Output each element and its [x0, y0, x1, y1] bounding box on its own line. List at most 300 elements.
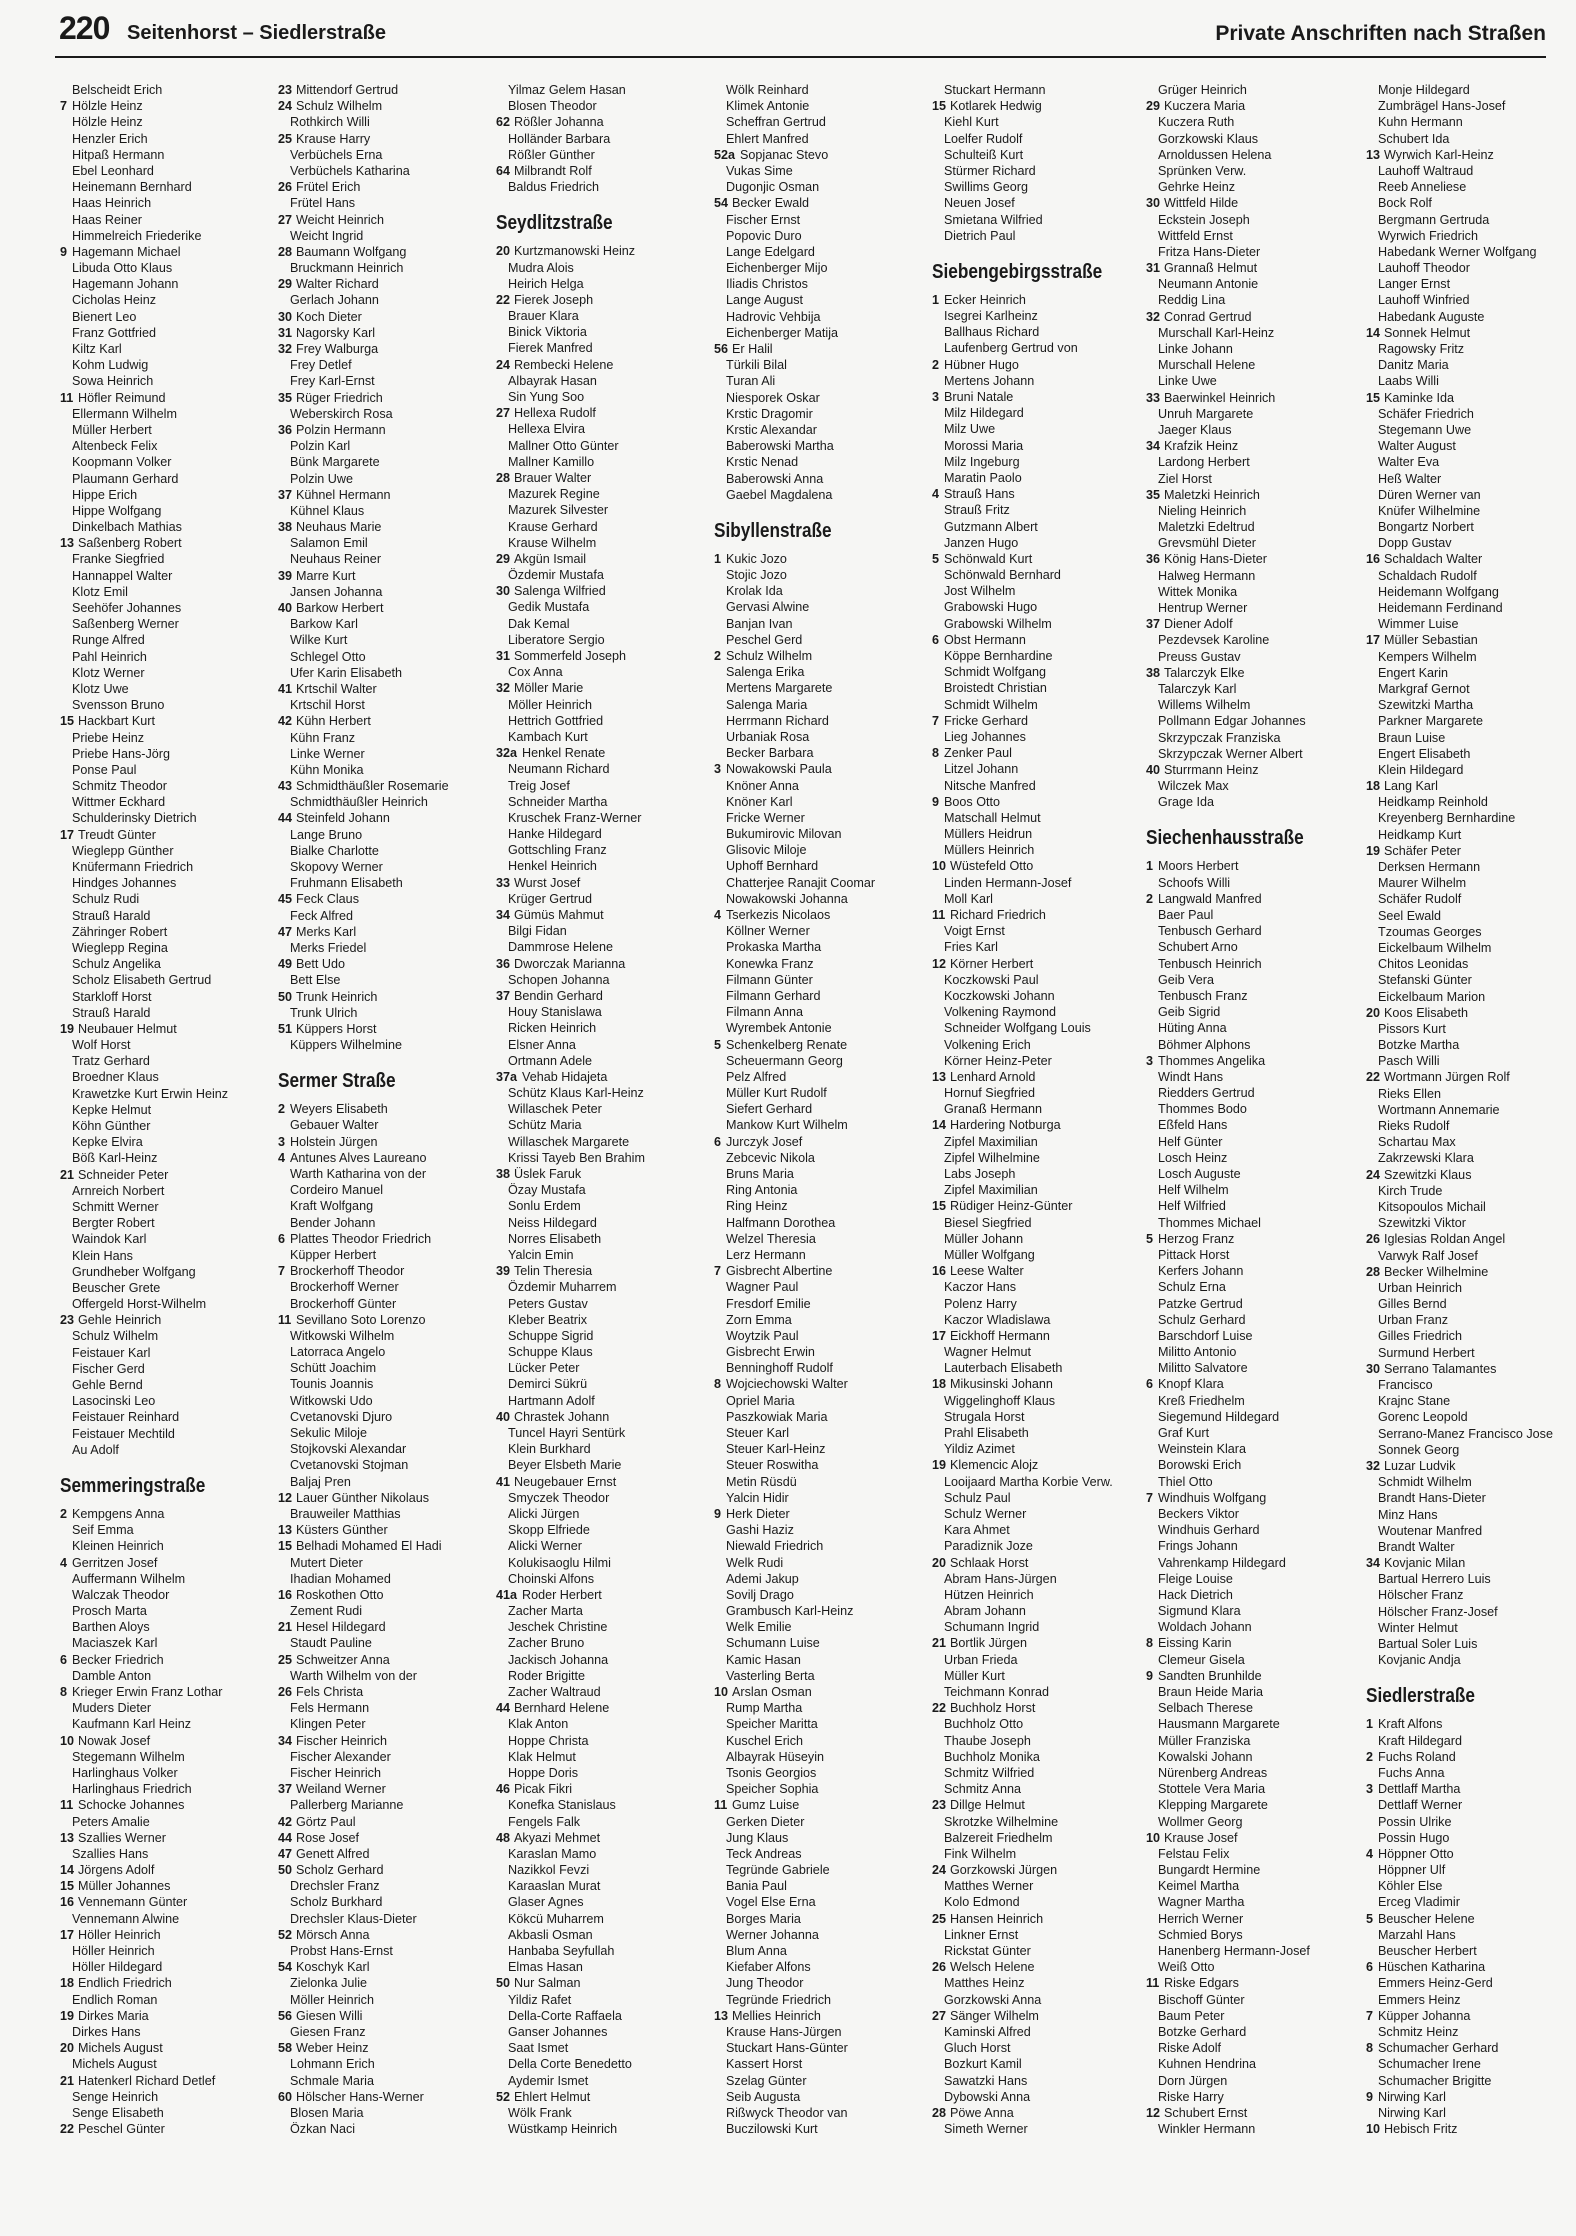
resident-entry [714, 1490, 924, 1506]
resident-entry [1146, 341, 1356, 357]
resident-name: Schmidt Wolfgang [944, 665, 1046, 680]
house-number [1146, 1279, 1158, 1295]
resident-entry [1366, 179, 1576, 195]
resident-name: Ehlert Manfred [726, 131, 809, 146]
house-number [496, 761, 508, 777]
house-number [1146, 147, 1158, 163]
house-number [278, 114, 290, 130]
resident-name: Sturrmann Heinz [1164, 762, 1259, 777]
resident-entry [1366, 487, 1576, 503]
resident-name: Iglesias Roldan Angel [1384, 1232, 1506, 1247]
resident-name: Linke Werner [290, 746, 365, 761]
resident-entry [278, 1603, 488, 1619]
house-number [60, 163, 72, 179]
resident-name: Jost Wilhelm [944, 584, 1016, 599]
resident-name: Linke Uwe [1158, 374, 1217, 389]
house-number [714, 778, 726, 794]
resident-name: Wittfeld Ernst [1158, 228, 1233, 243]
resident-name: Tenbusch Heinrich [1158, 956, 1262, 971]
resident-entry [932, 292, 1142, 308]
resident-entry [496, 1263, 706, 1279]
house-number: 6 [932, 632, 940, 647]
resident-entry [1366, 2056, 1576, 2072]
resident-entry [1366, 1345, 1576, 1361]
resident-name: Holstein Jürgen [290, 1134, 378, 1149]
house-number [278, 908, 290, 924]
house-number [278, 503, 290, 519]
resident-name: Krtschil Horst [290, 698, 365, 713]
resident-entry [60, 454, 270, 470]
resident-entry [278, 875, 488, 891]
resident-entry [496, 2105, 706, 2121]
resident-name: Schäfer Rudolf [1378, 892, 1462, 907]
house-number [1366, 1943, 1378, 1959]
house-number [714, 454, 726, 470]
house-number [278, 1425, 290, 1441]
resident-name: Schmidthäußler Rosemarie [296, 779, 449, 794]
house-number [60, 956, 72, 972]
house-number [932, 1943, 944, 1959]
resident-name: Koczkowski Paul [944, 972, 1039, 987]
house-number: 8 [714, 1377, 722, 1392]
resident-name: Volkening Raymond [944, 1005, 1057, 1020]
resident-name: Siegemund Hildegard [1158, 1409, 1280, 1424]
resident-name: Knüfermann Friedrich [72, 860, 194, 874]
house-number [60, 1248, 72, 1264]
resident-name: Mallner Kamillo [508, 454, 595, 469]
resident-name: Uphoff Bernhard [726, 859, 819, 874]
house-number [60, 1361, 72, 1377]
resident-entry [496, 2089, 706, 2105]
resident-entry [60, 1555, 270, 1571]
resident-name: Niewald Friedrich [726, 1539, 824, 1554]
house-number [1366, 1539, 1378, 1555]
resident-name: Brockerhoff Theodor [290, 1264, 405, 1279]
resident-entry [278, 1101, 488, 1117]
resident-name: Plaumann Gerhard [72, 471, 179, 486]
resident-name: Fischer Ernst [726, 212, 801, 227]
house-number [714, 390, 726, 406]
house-number [714, 276, 726, 292]
house-number: 23 [932, 1798, 947, 1813]
resident-name: Wilczek Max [1158, 779, 1229, 794]
house-number [714, 1927, 726, 1943]
resident-entry [1366, 1571, 1576, 1587]
resident-name: Gutzmann Albert [944, 519, 1038, 534]
resident-name: Bendin Gerhard [514, 988, 603, 1003]
resident-entry [496, 276, 706, 292]
resident-name: Hatenkerl Richard Detlef [78, 2073, 216, 2088]
house-number [932, 1020, 944, 1036]
resident-name: Klein Hans [72, 1248, 133, 1263]
resident-name: Hölzle Heinz [72, 99, 143, 114]
resident-entry [932, 939, 1142, 955]
resident-entry [496, 858, 706, 874]
resident-entry [932, 1150, 1142, 1166]
resident-entry [932, 1878, 1142, 1894]
resident-entry [932, 212, 1142, 228]
resident-name: Lardong Herbert [1158, 455, 1250, 470]
resident-name: Krüger Gertrud [508, 891, 592, 906]
resident-name: Gaebel Magdalena [726, 487, 833, 502]
resident-entry [278, 1360, 488, 1376]
house-number [496, 1279, 508, 1295]
house-number [1146, 2121, 1158, 2137]
house-number [932, 2024, 944, 2040]
house-number: 11 [60, 390, 74, 405]
resident-entry [1366, 1911, 1576, 1927]
house-number: 3 [932, 390, 940, 404]
house-number [1366, 616, 1378, 632]
resident-entry [496, 826, 706, 842]
resident-name: Hoppe Doris [508, 1765, 578, 1780]
resident-entry [1366, 1150, 1576, 1166]
house-number [932, 1587, 944, 1603]
resident-entry [278, 649, 488, 665]
resident-entry [278, 1733, 488, 1749]
house-number: 47 [278, 1846, 293, 1861]
resident-entry [496, 664, 706, 680]
resident-entry [714, 1733, 924, 1749]
resident-name: Peters Gustav [508, 1296, 588, 1311]
resident-name: Isegrei Karlheinz [944, 309, 1038, 324]
resident-entry [496, 519, 706, 535]
resident-name: Witkowski Udo [290, 1393, 373, 1408]
resident-name: Milz Uwe [944, 422, 996, 437]
house-number [496, 1150, 508, 1166]
resident-entry [1146, 1296, 1356, 1312]
resident-entry [1146, 1279, 1356, 1295]
house-number [496, 82, 508, 98]
resident-name: Saat Ismet [508, 2041, 569, 2056]
house-number: 7 [60, 99, 68, 114]
resident-entry [60, 487, 270, 503]
resident-name: Militto Antonio [1158, 1345, 1237, 1360]
house-number [714, 1862, 726, 1878]
resident-name: Welk Emilie [726, 1620, 792, 1635]
house-number: 38 [496, 1167, 511, 1181]
resident-name: Zumbrägel Hans-Josef [1378, 99, 1506, 114]
resident-name: Lange August [726, 293, 804, 308]
resident-name: Kraft Wolfgang [290, 1199, 374, 1214]
resident-entry [1366, 471, 1576, 487]
resident-name: Strugala Horst [944, 1409, 1025, 1424]
resident-name: Skrzypczak Franziska [1158, 730, 1281, 745]
house-number [60, 810, 72, 826]
resident-name: Militto Salvatore [1158, 1361, 1248, 1376]
resident-entry [1366, 1862, 1576, 1878]
resident-entry [1146, 1878, 1356, 1894]
resident-name: Kempers Wilhelm [1378, 649, 1477, 664]
resident-name: Sovilj Drago [726, 1587, 794, 1602]
house-number [714, 697, 726, 713]
house-number: 22 [1366, 1070, 1381, 1085]
house-number: 31 [496, 649, 511, 663]
resident-name: Tegründe Gabriele [726, 1863, 830, 1878]
house-number [60, 341, 72, 357]
resident-entry [1366, 422, 1576, 438]
resident-entry [496, 567, 706, 583]
house-number [932, 1231, 944, 1247]
house-number [60, 891, 72, 907]
house-number: 19 [932, 1458, 947, 1473]
house-number [932, 114, 944, 130]
house-number: 44 [278, 1830, 293, 1845]
house-number [714, 373, 726, 389]
resident-entry [932, 1296, 1142, 1312]
resident-name: Dettlaff Martha [1378, 1782, 1461, 1797]
house-number: 50 [278, 1863, 293, 1878]
house-number: 37 [278, 1782, 293, 1797]
house-number: 13 [278, 1523, 293, 1538]
resident-name: Bett Udo [296, 957, 346, 972]
house-number: 33 [496, 875, 511, 890]
resident-entry [932, 697, 1142, 713]
resident-entry [1146, 697, 1356, 713]
house-number [1146, 1716, 1158, 1732]
house-number [932, 1619, 944, 1635]
resident-name: Yildiz Azimet [944, 1442, 1015, 1457]
resident-name: Hanenberg Hermann-Josef [1158, 1944, 1310, 1958]
resident-name: Belscheidt Erich [72, 83, 163, 97]
resident-name: Thaube Joseph [944, 1733, 1031, 1748]
house-number [1366, 1118, 1378, 1134]
house-number [714, 1409, 726, 1425]
resident-entry [714, 1846, 924, 1862]
resident-entry [932, 1635, 1142, 1651]
house-number: 62 [496, 115, 511, 130]
resident-name: Jackisch Johanna [508, 1652, 609, 1667]
resident-name: Preuss Gustav [1158, 649, 1241, 664]
house-number [60, 1134, 72, 1150]
resident-entry [496, 1490, 706, 1506]
resident-name: Buczilowski Kurt [726, 2122, 818, 2137]
resident-entry [60, 1328, 270, 1344]
resident-name: Lauer Günther Nikolaus [296, 1490, 430, 1505]
house-number [60, 1943, 72, 1959]
resident-name: Laufenberg Gertrud von [944, 341, 1078, 356]
resident-name: Reddig Lina [1158, 293, 1226, 308]
resident-name: Zähringer Robert [72, 924, 168, 939]
resident-entry [714, 1296, 924, 1312]
resident-entry [60, 131, 270, 147]
house-number [714, 1312, 726, 1328]
house-number [1146, 1312, 1158, 1328]
resident-name: Willaschek Peter [508, 1102, 602, 1117]
resident-name: Schneider Wolfgang Louis [944, 1021, 1091, 1036]
resident-entry [714, 325, 924, 341]
resident-name: Sonnek Georg [1378, 1442, 1460, 1457]
resident-entry [1366, 373, 1576, 389]
house-number [932, 228, 944, 244]
resident-name: Sänger Wilhelm [950, 2008, 1039, 2023]
resident-name: Sowa Heinrich [72, 374, 154, 389]
resident-entry [60, 2040, 270, 2056]
house-number [1366, 1409, 1378, 1425]
resident-entry [1366, 972, 1576, 988]
house-number [1146, 1555, 1158, 1571]
resident-name: Dybowski Anna [944, 2089, 1031, 2104]
resident-name: Ganser Johannes [508, 2024, 608, 2039]
house-number [714, 1490, 726, 1506]
house-number [1366, 260, 1378, 276]
resident-name: Karaaslan Murat [508, 1879, 601, 1894]
resident-entry [60, 1894, 270, 1910]
resident-entry [60, 1377, 270, 1393]
resident-name: Kaufmann Karl Heinz [72, 1717, 192, 1732]
resident-name: Ademi Jakup [726, 1571, 799, 1586]
resident-name: Schulderinsky Dietrich [72, 811, 197, 826]
resident-entry [496, 454, 706, 470]
house-number [1146, 1862, 1158, 1878]
page-title: Private Anschriften nach Straßen [1215, 22, 1546, 45]
resident-name: Walczak Theodor [72, 1587, 170, 1602]
resident-name: Hagemann Michael [72, 244, 181, 259]
resident-name: Er Halil [732, 342, 773, 356]
resident-entry [278, 1975, 488, 1991]
house-number: 54 [278, 1960, 293, 1975]
house-number [1366, 341, 1378, 357]
resident-entry [932, 82, 1142, 98]
house-number [60, 1296, 72, 1312]
resident-entry [714, 1927, 924, 1943]
resident-name: Schneider Martha [508, 794, 608, 809]
resident-entry [60, 956, 270, 972]
house-number: 7 [1366, 2008, 1374, 2023]
resident-entry [496, 713, 706, 729]
resident-entry [60, 2121, 270, 2137]
house-number [1146, 600, 1158, 616]
house-number: 1 [714, 551, 722, 566]
house-number [60, 600, 72, 616]
resident-entry [60, 325, 270, 341]
resident-entry [278, 1506, 488, 1522]
resident-entry [932, 1085, 1142, 1101]
resident-entry [1146, 98, 1356, 114]
house-number [60, 1442, 72, 1458]
resident-entry [1146, 713, 1356, 729]
resident-name: Derksen Hermann [1378, 860, 1481, 874]
resident-entry [714, 1004, 924, 1020]
resident-name: Scheffran Gertrud [726, 115, 826, 130]
resident-entry [1146, 1344, 1356, 1360]
house-number [932, 1652, 944, 1668]
resident-name: Nowak Josef [78, 1733, 151, 1748]
house-number [60, 1538, 72, 1554]
house-number: 12 [932, 956, 947, 971]
house-number [60, 1005, 72, 1021]
house-number [932, 1393, 944, 1409]
resident-entry [1366, 1296, 1576, 1312]
house-number [278, 1409, 290, 1425]
resident-entry [714, 1749, 924, 1765]
house-number [278, 1894, 290, 1910]
resident-name: Seif Emma [72, 1523, 134, 1538]
resident-name: Dak Kemal [508, 616, 570, 631]
house-number: 3 [1146, 1053, 1154, 1068]
resident-name: Bukumirovic Milovan [726, 827, 842, 842]
resident-entry [1146, 746, 1356, 762]
house-number [1146, 1328, 1158, 1344]
resident-entry [496, 373, 706, 389]
house-number [1366, 1183, 1378, 1199]
resident-name: Fricke Gerhard [944, 713, 1028, 728]
house-number [1146, 373, 1158, 389]
house-number: 28 [496, 470, 511, 485]
resident-entry [278, 1409, 488, 1425]
resident-entry [1146, 616, 1356, 632]
resident-name: Schmitz Theodor [72, 779, 167, 794]
resident-entry [496, 1037, 706, 1053]
house-number [60, 1749, 72, 1765]
house-number [496, 1328, 508, 1344]
resident-name: Wölk Reinhard [726, 83, 809, 97]
resident-entry [60, 762, 270, 778]
house-number [714, 1344, 726, 1360]
resident-name: Milz Hildegard [944, 406, 1024, 421]
house-number [496, 1911, 508, 1927]
resident-entry [1366, 2008, 1576, 2024]
resident-name: Frütel Hans [290, 196, 356, 211]
house-number [1366, 195, 1378, 211]
resident-name: Serrano Talamantes [1384, 1361, 1497, 1376]
resident-name: Schlaak Horst [950, 1555, 1029, 1570]
resident-entry [278, 1992, 488, 2008]
resident-name: Paszkowiak Maria [726, 1409, 828, 1424]
resident-name: Vasterling Berta [726, 1668, 815, 1683]
resident-entry [278, 1296, 488, 1312]
resident-name: Grannaß Helmut [1164, 261, 1258, 276]
resident-entry [1146, 212, 1356, 228]
house-number [60, 843, 72, 859]
resident-name: Wiggelinghoff Klaus [944, 1393, 1056, 1408]
house-number [60, 1069, 72, 1085]
resident-entry [278, 471, 488, 487]
resident-name: Herk Dieter [726, 1506, 790, 1521]
house-number [496, 389, 508, 405]
resident-name: Nowakowski Johanna [726, 891, 848, 906]
resident-name: Heidkamp Reinhold [1378, 795, 1488, 810]
house-number [714, 1522, 726, 1538]
resident-name: Gedik Mustafa [508, 600, 590, 615]
house-number [1366, 1086, 1378, 1102]
resident-name: Akgün Ismail [514, 551, 587, 566]
resident-entry [932, 2073, 1142, 2089]
house-number [714, 713, 726, 729]
house-number [60, 1635, 72, 1651]
resident-entry [714, 406, 924, 422]
house-number: 14 [932, 1118, 947, 1133]
resident-entry [60, 1992, 270, 2008]
page-number: 220 [59, 10, 110, 46]
resident-name: Treig Josef [508, 778, 570, 793]
resident-entry [1366, 1312, 1576, 1328]
resident-entry [1366, 212, 1576, 228]
resident-name: Henkel Heinrich [508, 859, 597, 874]
house-number [1366, 487, 1378, 503]
resident-entry [496, 1943, 706, 1959]
resident-entry [60, 535, 270, 551]
resident-entry [1146, 907, 1356, 923]
resident-entry [1366, 1620, 1576, 1636]
resident-name: Ring Antonia [726, 1183, 798, 1198]
resident-entry [714, 2073, 924, 2089]
resident-entry [932, 956, 1142, 972]
resident-entry [60, 632, 270, 648]
house-number [278, 163, 290, 179]
resident-entry [714, 1668, 924, 1684]
resident-name: Krolak Ida [726, 584, 783, 599]
